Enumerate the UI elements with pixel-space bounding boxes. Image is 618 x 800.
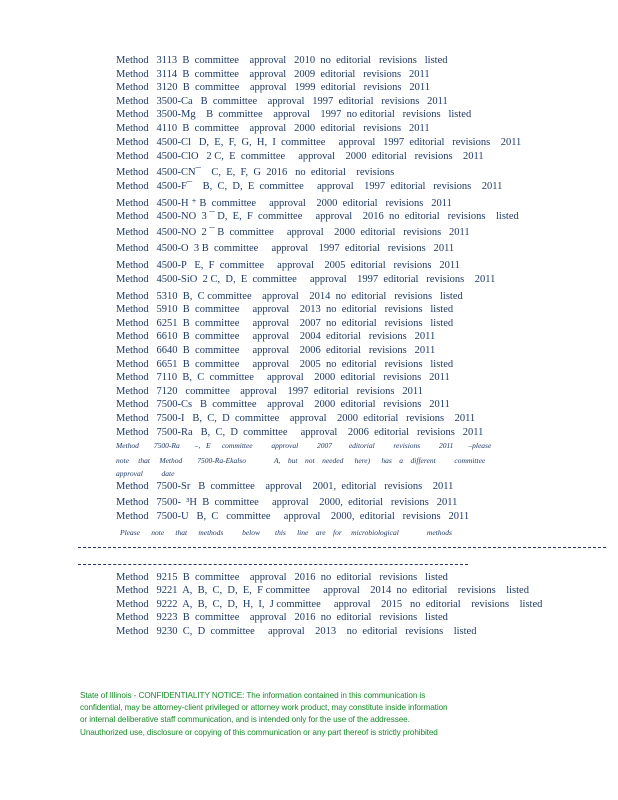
method-line: Method 4500-F¯ B, C, D, E committee approval 1997 editorial revisions 2011 [116, 181, 503, 192]
method-line: Method 4500-NO 3 ¯ D, E, F committee approval 2016 no editorial revisions listed [116, 211, 519, 222]
method-line: Method 7500-U B, C committee approval 2000, editorial revisions 2011 [116, 511, 470, 522]
footer-line: Unauthorized use, disclosure or copying of this communication or any part thereof is strictly prohibited [80, 727, 438, 737]
method-line: Method 6651 B committee approval 2005 no editorial revisions listed [116, 359, 454, 370]
divider-short [78, 564, 468, 565]
method-line: Method 4500-H ⁺ B committee approval 2000 editorial revisions 2011 [116, 198, 452, 209]
method-line: Method 6610 B committee approval 2004 editorial revisions 2011 [116, 331, 436, 342]
ra-note-line: approval date [116, 469, 175, 478]
method-line: Method 9215 B committee approval 2016 no editorial revisions listed [116, 572, 448, 583]
method-line: Method 6251 B committee approval 2007 no editorial revisions listed [116, 318, 454, 329]
confidentiality-notice [80, 690, 550, 739]
method-line: Method 4500-P E, F committee approval 2005 editorial revisions 2011 [116, 260, 460, 271]
method-line: Method 7110 B, C committee approval 2000 editorial revisions 2011 [116, 372, 450, 383]
method-line: Method 3500-Mg B committee approval 1997 no editorial revisions listed [116, 109, 472, 120]
method-line: Method 4500-NO 2 ¯ B committee approval 2000 editorial revisions 2011 [116, 227, 470, 238]
method-line: Method 9221 A, B, C, D, E, F committee approval 2014 no editorial revisions listed [116, 585, 529, 596]
method-line: Method 7500-I B, C, D committee approval 2000 editorial revisions 2011 [116, 413, 476, 424]
method-line: Method 3113 B committee approval 2010 no editorial revisions listed [116, 55, 448, 66]
method-line: Method 6640 B committee approval 2006 editorial revisions 2011 [116, 345, 436, 356]
method-line: Method 9230 C, D committee approval 2013 no editorial revisions listed [116, 626, 477, 637]
method-line: Method 5310 B, C committee approval 2014 no editorial revisions listed [116, 291, 463, 302]
method-line: Method 7120 committee approval 1997 editorial revisions 2011 [116, 386, 423, 397]
method-line: Method 4500-Cl D, E, F, G, H, I committee approval 1997 editorial revisions 2011 [116, 137, 522, 148]
method-line: Method 7500-Sr B committee approval 2001, editorial revisions 2011 [116, 481, 454, 492]
footer-line: confidential, may be attorney-client privileged or attorney work product, may constitute inside information [80, 703, 448, 713]
method-line: Method 4110 B committee approval 2000 editorial revisions 2011 [116, 123, 430, 134]
method-line: Method 7500-Cs B committee approval 2000 editorial revisions 2011 [116, 399, 450, 410]
method-line: Method 4500-SiO 2 C, D, E committee approval 1997 editorial revisions 2011 [116, 274, 496, 285]
method-line: Method 4500-O 3 B committee approval 1997 editorial revisions 2011 [116, 243, 455, 254]
method-line: Method 4500-CN¯ C, E, F, G 2016 no editorial revisions [116, 167, 395, 178]
ra-note-line: note that Method 7500-Ra-Ekalso A, but not needed here) has a different committee [116, 456, 486, 465]
method-line: Method 7500-Ra B, C, D committee approval 2006 editorial revisions 2011 [116, 427, 484, 438]
method-line: Method 3114 B committee approval 2009 editorial revisions 2011 [116, 69, 430, 80]
divider-long [78, 547, 606, 548]
method-line: Method 9223 B committee approval 2016 no editorial revisions listed [116, 612, 448, 623]
ra-note-line: Method 7500-Ra –, E committee approval 2007 editorial revisions 2011 –please [116, 441, 492, 450]
microbiological-note: Please note that methods below this line are for microbiological methods [120, 528, 452, 537]
method-line: Method 3120 B committee approval 1999 editorial revisions 2011 [116, 82, 430, 93]
method-line: Method 3500-Ca B committee approval 1997 editorial revisions 2011 [116, 96, 448, 107]
method-line: Method 7500- ³H B committee approval 2000, editorial revisions 2011 [116, 497, 458, 508]
method-line: Method 4500-ClO 2 C, E committee approval 2000 editorial revisions 2011 [116, 151, 484, 162]
method-line: Method 9222 A, B, C, D, H, I, J committee approval 2015 no editorial revisions listed [116, 599, 543, 610]
method-line: Method 5910 B committee approval 2013 no editorial revisions listed [116, 304, 454, 315]
footer-line: State of Illinois - CONFIDENTIALITY NOTICE: The information contained in this communication is [80, 691, 426, 700]
footer-line: or internal deliberative staff communication, and is intended only for the use of the addressee. [80, 715, 410, 725]
